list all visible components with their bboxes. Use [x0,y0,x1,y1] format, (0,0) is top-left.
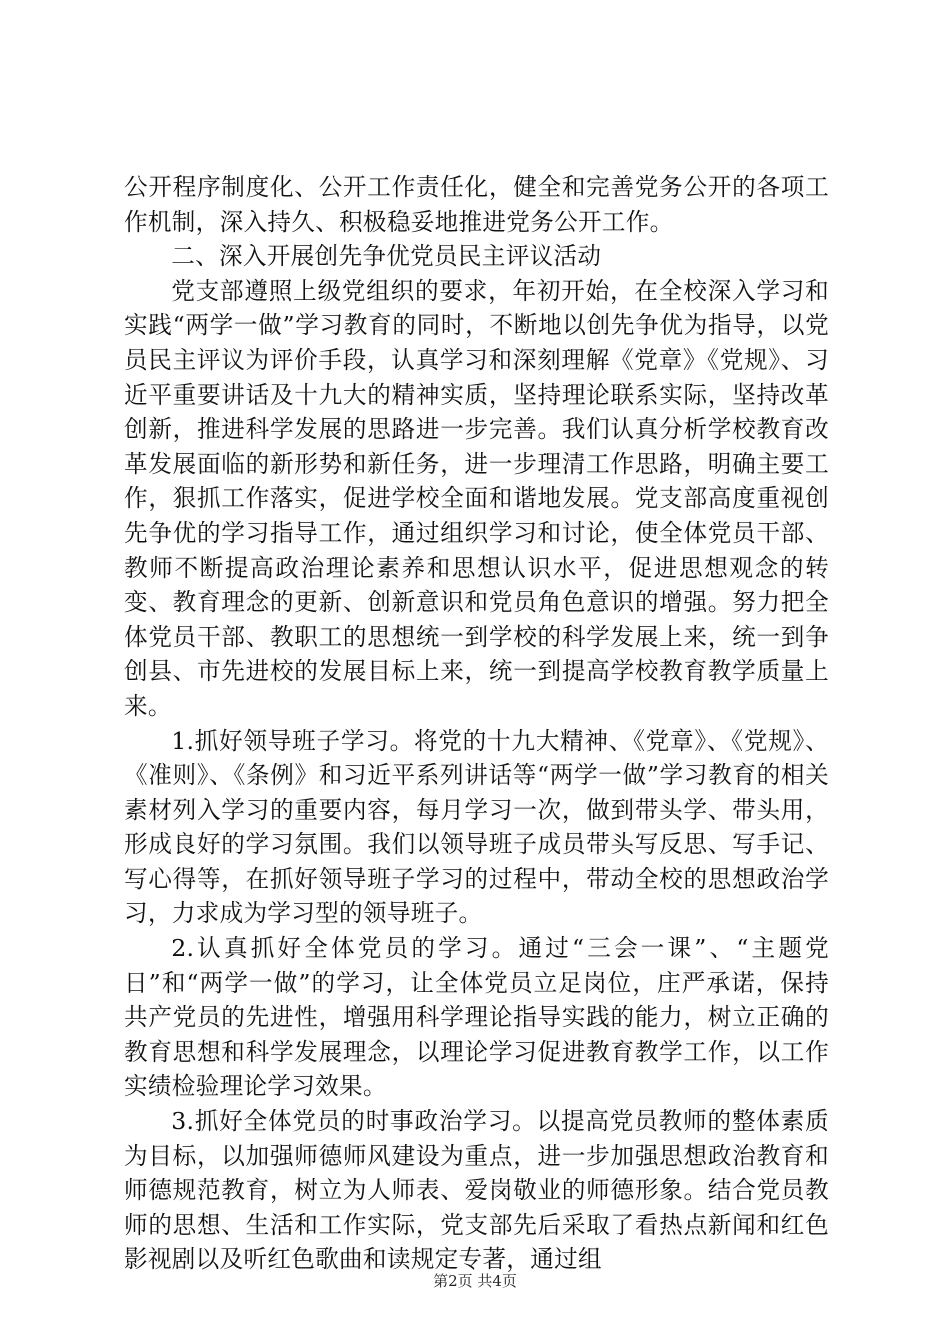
paragraph-item-1: 1.抓好领导班子学习。将党的十九大精神、《党章》、《党规》、《准则》、《条例》和习近平系列讲话等“两学一做”学习教育的相关素材列入学习的重要内容，每月学习一次，做到带头学、带头用，形成良好的学习氛围。我们以领导班子成员带头写反思、写手记、写心得等，在抓好领导班子学习的过程中，带动全校的思想政治学习，力求成为学习型的领导班子。 [124,726,829,928]
page-number: 第2页 共4页 [433,1272,517,1290]
paragraph-item-2: 2.认真抓好全体党员的学习。通过“三会一课”、“主题党日”和“两学一做”的学习，让全体党员立足岗位，庄严承诺，保持共产党员的先进性，增强用科学理论指导实践的能力，树立正确的教育思想和科学发展理念，以理论学习促进教育教学工作，以工作实绩检验理论学习效果。 [124,934,829,1101]
paragraph-continuation: 公开程序制度化、公开工作责任化，健全和完善党务公开的各项工作机制，深入持久、积极稳妥地推进党务公开工作。 [124,173,829,236]
paragraph-item-3: 3.抓好全体党员的时事政治学习。以提高党员教师的整体素质为目标，以加强师德师风建设为重点，进一步加强思想政治教育和师德规范教育，树立为人师表、爱岗敬业的师德形象。结合党员教师的思想、生活和工作实际，党支部先后采取了看热点新闻和红色影视剧以及听红色歌曲和读规定专著，通过组 [124,1107,829,1274]
paragraph-body: 党支部遵照上级党组织的要求，年初开始，在全校深入学习和实践“两学一做”学习教育的同时，不断地以创先争优为指导，以党员民主评议为评价手段，认真学习和深刻理解《党章》《党规》、习近平重要讲话及十九大的精神实质，坚持理论联系实际，坚持改革创新，推进科学发展的思路进一步完善。我们认真分析学校教育改革发展面临的新形势和新任务，进一步理清工作思路，明确主要工作，狠抓工作落实，促进学校全面和谐地发展。党支部高度重视创先争优的学习指导工作，通过组织学习和讨论，使全体党员干部、教师不断提高政治理论素养和思想认识水平，促进思想观念的转变、教育理念的更新、创新意识和党员角色意识的增强。努力把全体党员干部、教职工的思想统一到学校的科学发展上来，统一到争创县、市先进校的发展目标上来，统一到提高学校教育教学质量上来。 [124,276,829,720]
section-heading: 二、深入开展创先争优党员民主评议活动 [171,242,602,271]
page-footer [0,1271,950,1291]
document-body [124,170,829,1277]
